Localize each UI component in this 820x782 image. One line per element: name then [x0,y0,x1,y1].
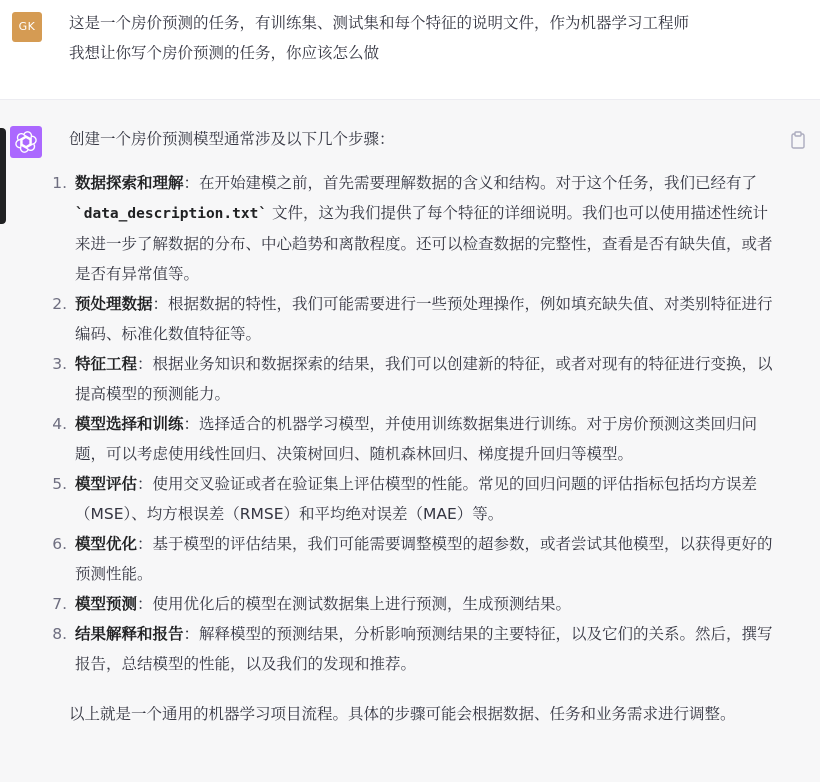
user-message-row [0,0,820,100]
user-message-line: 我想让你写个房价预测的任务，你应该怎么做 [69,44,380,62]
step-list [52,168,775,679]
list-item [52,289,775,349]
list-item [52,168,775,289]
step-title: 模型优化 [75,535,138,553]
list-number: 8. [52,625,67,643]
step-text: ：使用交叉验证或者在验证集上评估模型的性能。常见的回归问题的评估指标包括均方误差（MSE）、均方根误差（RMSE）和平均绝对误差（MAE）等。 [75,475,758,523]
step-text: ：使用优化后的模型在测试数据集上进行预测，生成预测结果。 [137,595,572,613]
step-title: 特征工程 [75,355,138,373]
list-number: 2. [52,295,67,313]
assistant-message [52,124,775,729]
list-number: 5. [52,475,67,493]
list-number: 4. [52,415,67,433]
user-message [69,8,809,68]
list-number: 1. [52,174,67,192]
assistant-message-row [0,100,820,782]
user-message-line: 这是一个房价预测的任务，有训练集、测试集和每个特征的说明文件，作为机器学习工程师 [69,14,690,32]
sidebar-edge [0,128,6,224]
step-text: ：选择适合的机器学习模型，并使用训练数据集进行训练。对于房价预测这类回归问题，可以考虑使用线性回归、决策树回归、随机森林回归、梯度提升回归等模型。 [75,415,758,463]
step-text: ：解释模型的预测结果，分析影响预测结果的主要特征，以及它们的关系。然后，撰写报告，总结模型的性能，以及我们的发现和推荐。 [75,625,773,673]
step-title: 预处理数据 [75,295,153,313]
step-title: 模型选择和训练 [75,415,184,433]
openai-logo-icon [10,126,42,158]
list-number: 7. [52,595,67,613]
list-item [52,409,775,469]
list-number: 6. [52,535,67,553]
step-title: 模型评估 [75,475,138,493]
list-number: 3. [52,355,67,373]
step-text: ：根据业务知识和数据探索的结果，我们可以创建新的特征，或者对现有的特征进行变换，以提高模型的预测能力。 [75,355,773,403]
list-item [52,589,775,619]
step-text: ：根据数据的特性，我们可能需要进行一些预处理操作，例如填充缺失值、对类别特征进行编码、标准化数值特征等。 [75,295,773,343]
outro-text: 以上就是一个通用的机器学习项目流程。具体的步骤可能会根据数据、任务和业务需求进行调整。 [69,705,736,723]
list-item [52,349,775,409]
intro-text: 创建一个房价预测模型通常涉及以下几个步骤： [69,130,395,148]
list-item [52,619,775,679]
step-text: ：在开始建模之前，首先需要理解数据的含义和结构。对于这个任务，我们已经有了 [183,174,758,192]
list-item [52,469,775,529]
list-item [52,529,775,589]
user-avatar: GK [12,12,42,42]
inline-code: `data_description.txt` [75,206,268,222]
clipboard-icon[interactable] [790,131,806,149]
step-title: 结果解释和报告 [75,625,184,643]
step-text: ：基于模型的评估结果，我们可能需要调整模型的超参数，或者尝试其他模型，以获得更好的预测性能。 [75,535,773,583]
step-title: 数据探索和理解 [75,174,184,192]
step-text: 文件，这为我们提供了每个特征的详细说明。我们也可以使用描述性统计来进一步了解数据的分布、中心趋势和离散程度。还可以检查数据的完整性，查看是否有缺失值，或者是否有异常值等。 [75,204,773,283]
step-title: 模型预测 [75,595,138,613]
